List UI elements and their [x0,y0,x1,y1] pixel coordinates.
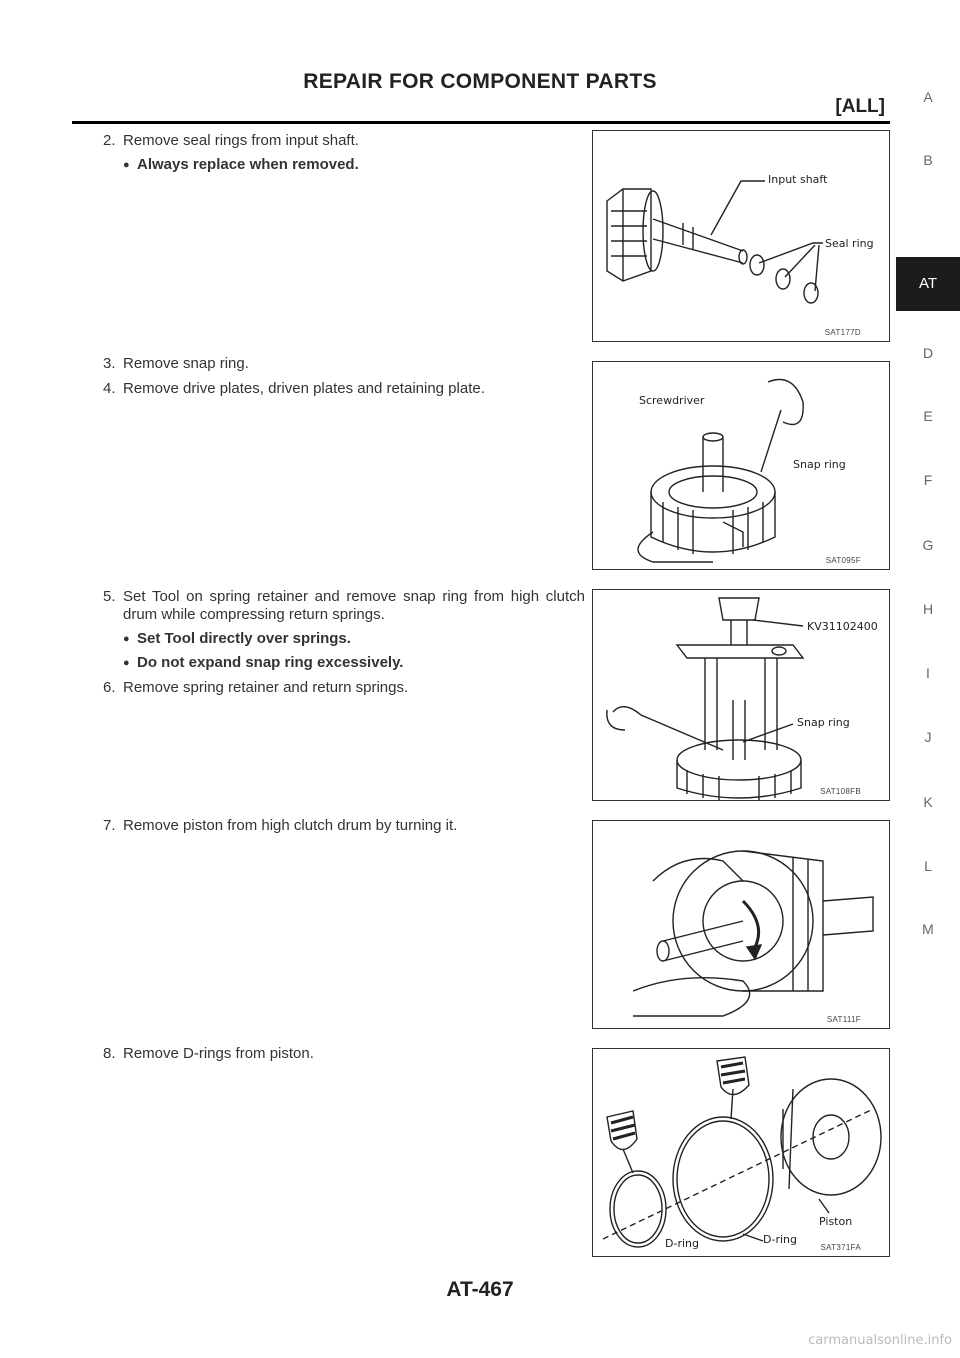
bullet-dot-icon: ● [123,657,130,669]
step-number: 5. [103,588,116,605]
side-index-j[interactable]: J [924,729,932,745]
step-text: Remove spring retainer and return springs. [123,679,409,696]
side-index-h[interactable]: H [922,601,934,617]
bullet-text: Always replace when removed. [137,156,359,173]
step-4 [103,380,485,398]
side-index [896,0,960,1358]
label-input-shaft: Input shaft [768,173,828,186]
side-index-at-active[interactable]: AT [896,257,960,311]
step-2 [103,132,359,150]
step-7 [103,817,458,835]
piston-turning-illustration [593,821,889,1028]
step-number: 8. [103,1045,116,1062]
side-index-g[interactable]: G [922,537,934,553]
side-index-m[interactable]: M [922,921,934,937]
label-screwdriver: Screwdriver [639,394,705,407]
label-snap-ring: Snap ring [797,716,850,729]
input-shaft-illustration [593,131,889,341]
step-number: 2. [103,132,116,149]
bullet-text: Set Tool directly over springs. [137,630,351,647]
side-index-b[interactable]: B [923,152,933,168]
step-8 [103,1045,314,1063]
bullet-no-expand [123,654,403,671]
side-index-a[interactable]: A [923,89,933,105]
figure-code: SAT108FB [820,787,861,796]
step-number: 4. [103,380,116,397]
side-index-l[interactable]: L [924,858,932,874]
label-piston: Piston [819,1215,853,1228]
figure-code: SAT177D [824,328,861,337]
step-6 [103,679,409,697]
bullet-set-tool [123,630,351,647]
label-d-ring-outer: D-ring [763,1233,797,1246]
figure-snap-ring-removal [592,361,890,570]
step-text: Set Tool on spring retainer and remove snap ring from high clutch drum while compressing return springs. [123,588,585,623]
step-3 [103,355,249,373]
step-text: Remove D-rings from piston. [123,1045,314,1062]
side-index-k[interactable]: K [923,794,933,810]
side-index-e[interactable]: E [923,408,933,424]
side-index-d[interactable]: D [922,345,934,361]
bullet-text: Do not expand snap ring excessively. [137,654,404,671]
label-snap-ring: Snap ring [793,458,846,471]
label-seal-ring: Seal ring [825,237,874,250]
step-5 [103,588,585,623]
footer-watermark-link[interactable]: carmanualsonline.info [808,1333,952,1348]
bullet-always-replace [123,156,359,173]
bullet-dot-icon: ● [123,159,130,171]
figure-input-shaft [592,130,890,342]
step-number: 7. [103,817,116,834]
step-number: 3. [103,355,116,372]
figure-spring-compressor [592,589,890,801]
bullet-dot-icon: ● [123,633,130,645]
step-text: Remove snap ring. [123,355,249,372]
figure-code: SAT095F [825,556,861,565]
header-rule [72,121,890,124]
page-number: AT-467 [446,1278,514,1301]
step-text: Remove piston from high clutch drum by turning it. [123,817,458,834]
side-index-i[interactable]: I [926,665,930,681]
label-d-ring-inner: D-ring [665,1237,699,1250]
label-tool-number: KV31102400 [807,620,878,633]
page-title: REPAIR FOR COMPONENT PARTS [303,70,657,93]
figure-d-rings [592,1048,890,1257]
figure-code: SAT111F [826,1015,861,1024]
figure-code: SAT371FA [820,1243,861,1252]
step-number: 6. [103,679,116,696]
page-subtitle: [ALL] [835,96,885,117]
step-text: Remove drive plates, driven plates and retaining plate. [123,380,485,397]
side-index-f[interactable]: F [923,472,933,488]
figure-piston-removal [592,820,890,1029]
step-text: Remove seal rings from input shaft. [123,132,359,149]
